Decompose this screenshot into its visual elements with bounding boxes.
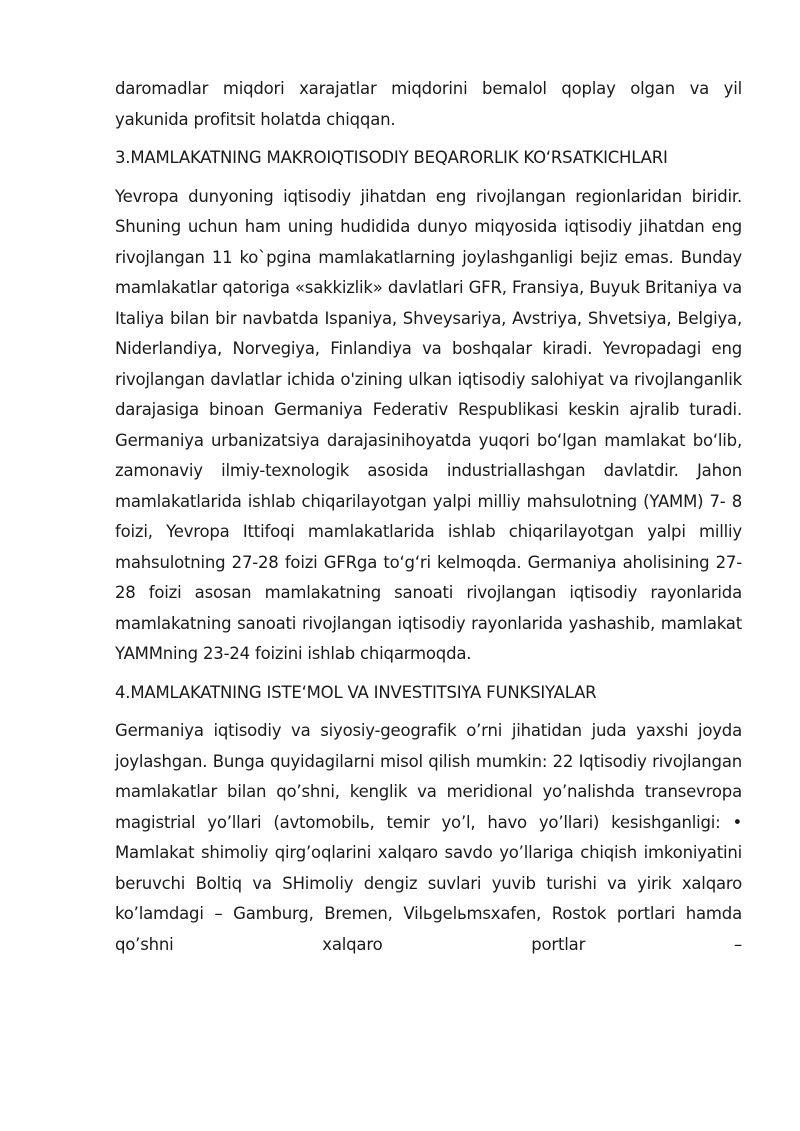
paragraph-germany-geography: Germaniya iqtisodiy va siyosiy-geografik o’rni jihatidan juda yaxshi joyda joylashgan. Bunga quyidagilarni misol qilish mumkin: 22 Iqtisodiy rivojlangan mamlakatlar bilan qo’shni, kenglik va meridional yo’nalishda transevropa magistrial yo’llari (avtomobilь, temir yo’l, havo yo’llari) kesishganligi: • Mamlakat shimoliy qirg’oqlarini xalqaro savdo yo’llariga chiqish imkoniyatini beruvchi Boltiq va SHimoliy dengiz suvlari yuvib turishi va yirik xalqaro ko’lamdagi – Gamburg, Bremen, Vilьgelьmsxafen, Rostok portlari hamda qo’shni xalqaro portlar – xyxy=(115,721,742,954)
document-page xyxy=(115,74,742,968)
section-heading-3: 3.MAMLAKATNING MAKROIQTISODIY BEQARORLIK KO‘RSATKICHLARI xyxy=(115,148,668,167)
paragraph-profitsit-ending: daromadlar miqdori xarajatlar miqdorini bemalol qoplay olgan va yil yakunida profitsit holatda chiqqan. xyxy=(115,79,742,129)
paragraph-europe-economy: Yevropa dunyoning iqtisodiy jihatdan eng rivojlangan regionlaridan biridir. Shuning uchun ham uning hudidida dunyo miqyosida iqtisodiy jihatdan eng rivojlangan 11 ko`pgina mamlakatlarning joylashganligi bejiz emas. Bunday mamlakatlar qatoriga «sakkizlik» davlatlari GFR, Fransiya, Buyuk Britaniya va Italiya bilan bir navbatda Ispaniya, Shveysariya, Avstriya, Shvetsiya, Belgiya, Niderlandiya, Norvegiya, Finlandiya va boshqalar kiradi. Yevropadagi eng rivojlangan davlatlar ichida o'zining ulkan iqtisodiy salohiyat va rivojlanganlik darajasiga binoan Germaniya Federativ Respublikasi keskin ajralib turadi. Germaniya urbanizatsiya darajasinihoyatda yuqori bo‘lgan mamlakat bo‘lib, zamonaviy ilmiy-texnologik asosida industriallashgan davlatdir. Jahon mamlakatlarida ishlab chiqarilayotgan yalpi milliy mahsulotning (YAMM) 7- 8 foizi, Yevropa Ittifoqi mamlakatlarida ishlab chiqarilayotgan yalpi milliy mahsulotning 27-28 foizi GFRga to‘g‘ri kelmoqda. Germaniya aholisining 27-28 foizi asosan mamlakatning sanoati rivojlangan iqtisodiy rayonlarida mamlakatning sanoati rivojlangan iqtisodiy rayonlarida yashashib, mamlakat YAMMning 23-24 foizini ishlab chiqarmoqda. xyxy=(115,186,742,663)
section-heading-4: 4.MAMLAKATNING ISTE‘MOL VA INVESTITSIYA FUNKSIYALAR xyxy=(115,682,597,702)
